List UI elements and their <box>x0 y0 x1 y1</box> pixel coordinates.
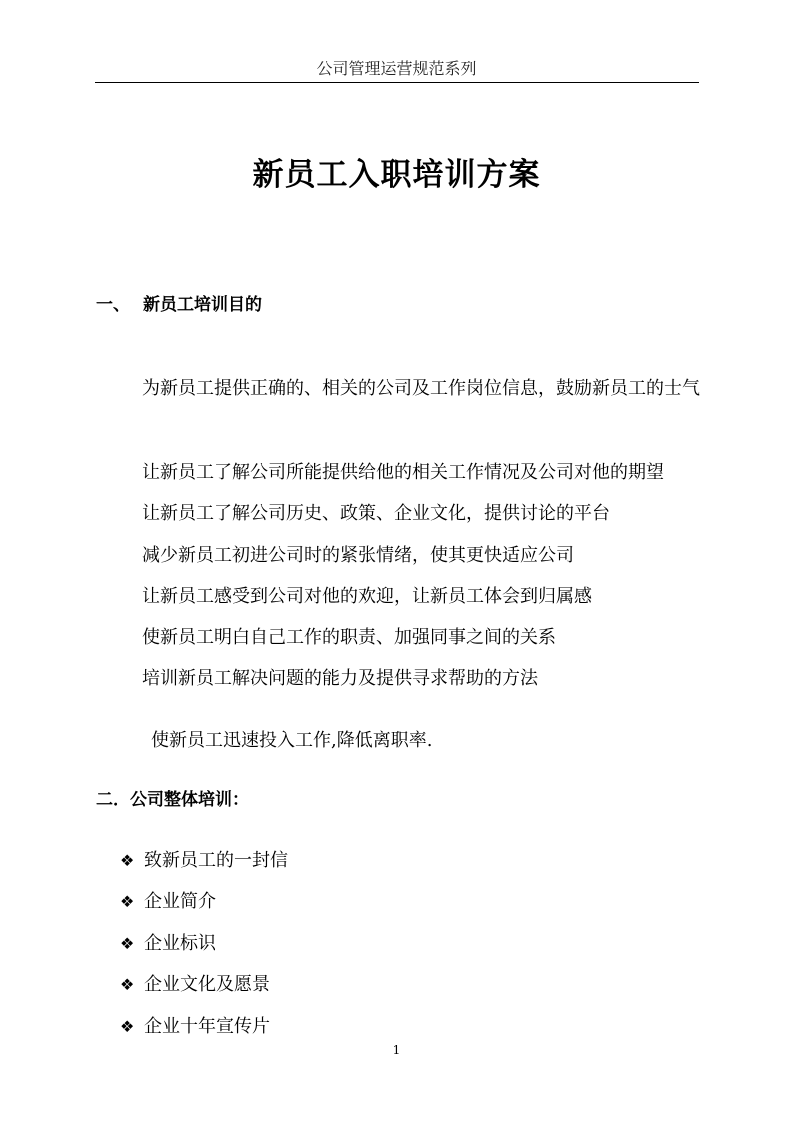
list-item: 培训新员工解决问题的能力及提供寻求帮助的方法 <box>142 668 538 690</box>
list-item <box>120 923 288 964</box>
list-item <box>120 1006 288 1047</box>
list-item-label: 企业十年宣传片 <box>144 1015 270 1037</box>
page-number: 1 <box>392 1043 401 1057</box>
list-item: 使新员工明白自己工作的职责、加强同事之间的关系 <box>142 627 556 649</box>
intro-paragraph: 为新员工提供正确的、相关的公司及工作岗位信息，鼓励新员工的士气 <box>142 378 700 399</box>
list-item <box>120 964 288 1005</box>
training-goals-list <box>142 452 664 700</box>
header-divider <box>95 82 699 83</box>
list-item-label: 致新员工的一封信 <box>144 850 288 871</box>
list-item: 让新员工了解公司历史、政策、企业文化，提供讨论的平台 <box>142 503 610 525</box>
section-number: 一、 <box>96 295 130 315</box>
company-training-list <box>120 840 288 1047</box>
list-item <box>120 881 288 922</box>
list-item-label: 企业简介 <box>144 891 216 913</box>
diamond-bullet-icon: ❖ <box>120 892 135 912</box>
section-title: 公司整体培训： <box>130 790 249 810</box>
document-title: 新员工入职培训方案 <box>252 157 541 193</box>
diamond-bullet-icon: ❖ <box>120 1016 135 1036</box>
diamond-bullet-icon: ❖ <box>120 975 135 995</box>
list-item-label: 企业标识 <box>144 932 216 954</box>
running-header: 公司管理运营规范系列 <box>316 59 477 78</box>
section-heading-company-training <box>96 788 249 812</box>
section-number: 二． <box>96 790 130 810</box>
diamond-bullet-icon: ❖ <box>120 851 135 870</box>
list-item-label: 企业文化及愿景 <box>144 974 270 996</box>
list-item: 让新员工了解公司所能提供给他的相关工作情况及公司对他的期望 <box>142 462 664 483</box>
list-item: 让新员工感受到公司对他的欢迎，让新员工体会到归属感 <box>142 585 592 607</box>
closing-statement: 使新员工迅速投入工作,降低离职率. <box>151 730 433 751</box>
section-heading-purpose <box>96 293 262 317</box>
list-item: 减少新员工初进公司时的紧张情绪，使其更快适应公司 <box>142 544 574 566</box>
diamond-bullet-icon: ❖ <box>120 933 135 953</box>
section-title: 新员工培训目的 <box>143 295 262 315</box>
list-item <box>120 840 288 881</box>
